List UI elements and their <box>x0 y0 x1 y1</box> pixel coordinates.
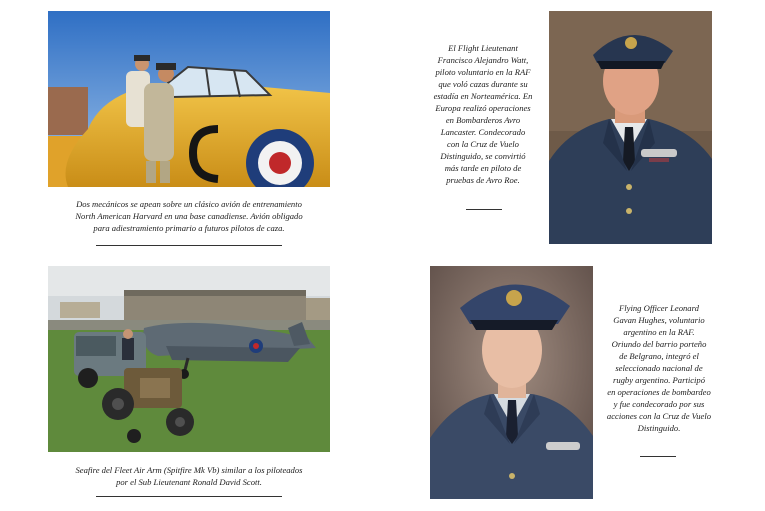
caption-line: Lancaster. Condecorado <box>440 127 526 137</box>
watt-caption-divider <box>466 209 502 210</box>
caption-line: rugby argentino. Participó <box>612 375 706 385</box>
caption-line: Gavan Hughes, voluntario <box>613 315 705 325</box>
hughes-caption-divider <box>640 456 676 457</box>
watt-portrait-photo <box>549 11 712 244</box>
watt-caption <box>418 42 548 186</box>
caption-line: argentino en la RAF. <box>623 327 695 337</box>
seafire-caption-divider <box>96 496 282 497</box>
caption-line: Dos mecánicos se apean sobre un clásico avión de entrenamiento <box>76 199 302 209</box>
caption-line: acciones con la Cruz de Vuelo <box>606 411 712 421</box>
caption-line: y fue condecorado por sus <box>613 399 705 409</box>
caption-line: Distinguido, se convirtió <box>440 151 526 161</box>
caption-line: North American Harvard en una base canadiense. Avión obligado <box>75 211 303 221</box>
caption-line: Europa realizó operaciones <box>435 103 531 113</box>
hughes-portrait-photo <box>430 266 593 499</box>
caption-line: en Bombarderos Avro <box>445 115 521 125</box>
caption-line: piloto voluntario en la RAF <box>435 67 531 77</box>
caption-line: para adiestramiento primario a futuros pilotos de caza. <box>93 223 285 233</box>
caption-line: El Flight Lieutenant <box>448 43 518 53</box>
caption-line: seleccionado nacional de <box>615 363 703 373</box>
harvard-caption <box>48 198 330 234</box>
caption-line: estadía en Norteamérica. En <box>433 91 533 101</box>
hughes-caption <box>595 302 723 434</box>
caption-line: Oriundo del barrio porteño <box>611 339 707 349</box>
caption-line: de Belgrano, integró el <box>619 351 699 361</box>
seafire-photo <box>48 266 330 452</box>
caption-line: con la Cruz de Vuelo <box>447 139 519 149</box>
caption-line: más tarde en piloto de <box>444 163 522 173</box>
harvard-trainer-photo <box>48 11 330 187</box>
caption-line: por el Sub Lieutenant Ronald David Scott. <box>116 477 262 487</box>
caption-line: que voló cazas durante su <box>438 79 528 89</box>
caption-line: Francisco Alejandro Watt, <box>437 55 529 65</box>
caption-line: Distinguido. <box>637 423 681 433</box>
caption-line: pruebas de Avro Roe. <box>446 175 520 185</box>
caption-line: Flying Officer Leonard <box>619 303 699 313</box>
caption-line: Seafire del Fleet Air Arm (Spitfire Mk Vb) similar a los piloteados <box>75 465 303 475</box>
harvard-caption-divider <box>96 245 282 246</box>
seafire-caption <box>48 464 330 488</box>
caption-line: en operaciones de bombardeo <box>607 387 711 397</box>
